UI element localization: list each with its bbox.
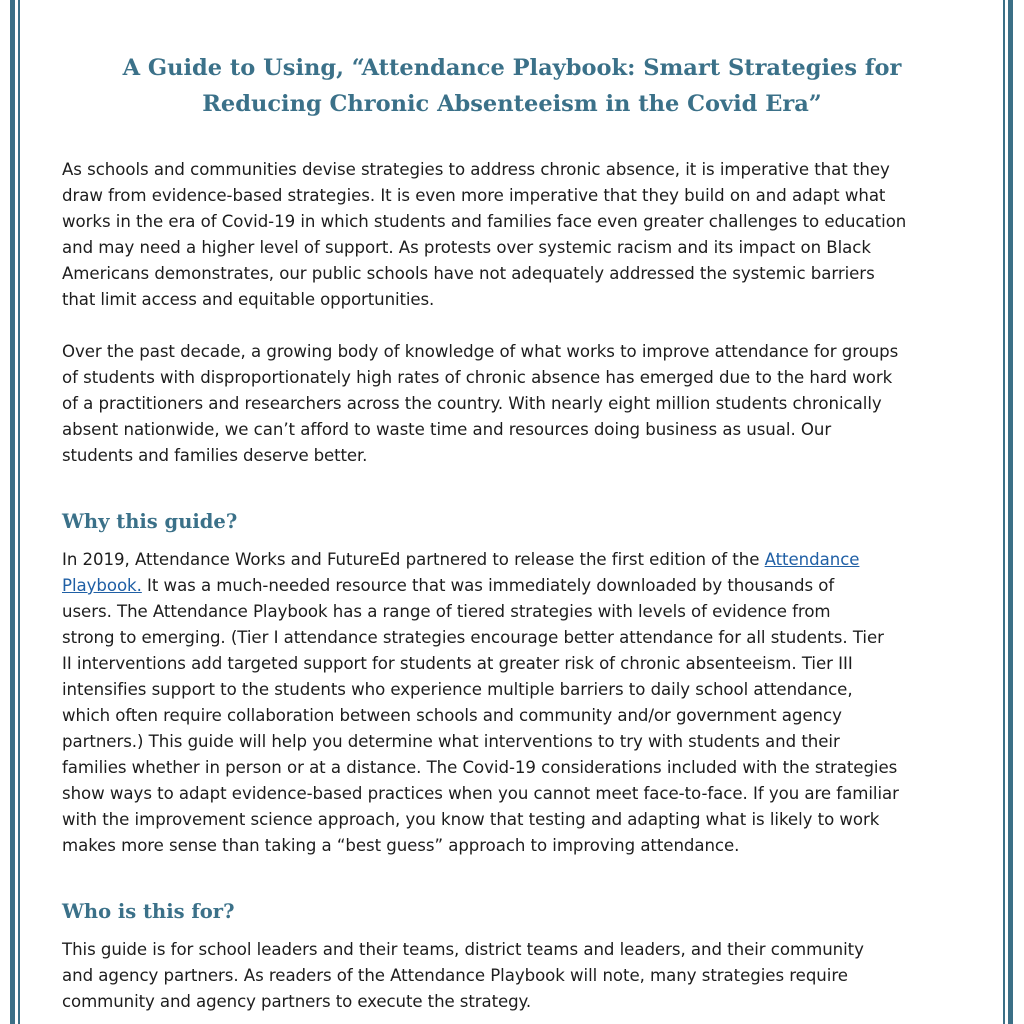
paragraph-line [62,547,972,573]
title-line: Reducing Chronic Absenteeism in the Covid Era” [202,91,822,117]
paragraph-line: works in the era of Covid-19 in which students and families face even greater challenges to education [62,212,907,231]
paragraph-line: and may need a higher level of support. As protests over systemic racism and its impact on Black [62,238,871,257]
document-title [60,50,964,122]
paragraph-line [62,573,972,599]
paragraph-line: show ways to adapt evidence-based practices when you cannot meet face-to-face. If you are familiar [62,784,899,803]
paragraph-line: with the improvement science approach, you know that testing and adapting what is likely to work [62,810,880,829]
who-paragraph [62,937,972,1015]
paragraph-line: community and agency partners to execute the strategy. [62,992,532,1011]
paragraph-line: partners.) This guide will help you determine what interventions to try with students and their [62,732,840,751]
paragraph-line: families whether in person or at a distance. The Covid-19 considerations included with the strategies [62,758,898,777]
title-line: A Guide to Using, “Attendance Playbook: Smart Strategies for [122,55,902,81]
paragraph-line: This guide is for school leaders and their teams, district teams and leaders, and their community [62,940,864,959]
paragraph-line: of students with disproportionately high rates of chronic absence has emerged due to the hard work [62,368,893,387]
paragraph-line: absent nationwide, we can’t afford to waste time and resources doing business as usual. Our [62,420,832,439]
paragraph-line: Americans demonstrates, our public schools have not adequately addressed the systemic barriers [62,264,875,283]
page-border-right-outer [1008,0,1013,1024]
paragraph-line: draw from evidence-based strategies. It is even more imperative that they build on and adapt what [62,186,886,205]
paragraph-line: makes more sense than taking a “best guess” approach to improving attendance. [62,836,740,855]
paragraph-line: that limit access and equitable opportunities. [62,290,435,309]
attendance-playbook-link-continued[interactable]: Playbook. [62,576,142,595]
who-is-this-for-heading: Who is this for? [62,900,235,923]
page-border-left-inner [18,0,20,1024]
paragraph-line: users. The Attendance Playbook has a range of tiered strategies with levels of evidence from [62,602,831,621]
paragraph-line: intensifies support to the students who experience multiple barriers to daily school attendance, [62,680,853,699]
paragraph-line: As schools and communities devise strategies to address chronic absence, it is imperative that they [62,160,890,179]
paragraph-text: It was a much-needed resource that was immediately downloaded by thousands of [141,576,835,595]
why-this-guide-heading: Why this guide? [62,510,238,533]
paragraph-line: which often require collaboration between schools and community and/or government agency [62,706,842,725]
attendance-playbook-link[interactable]: Attendance [764,550,860,569]
page-border-left-outer [10,0,15,1024]
intro-paragraph-1 [62,157,972,313]
why-paragraph [62,547,972,859]
paragraph-line: II interventions add targeted support for students at greater risk of chronic absenteeism. Tier III [62,654,853,673]
paragraph-line: Over the past decade, a growing body of knowledge of what works to improve attendance for groups [62,342,899,361]
paragraph-line: of a practitioners and researchers across the country. With nearly eight million students chronically [62,394,882,413]
paragraph-line: students and families deserve better. [62,446,368,465]
page-border-right-inner [1003,0,1005,1024]
paragraph-text: In 2019, Attendance Works and FutureEd partnered to release the first edition of the [62,550,765,569]
paragraph-line: strong to emerging. (Tier I attendance strategies encourage better attendance for all students. Tier [62,628,884,647]
intro-paragraph-2 [62,339,972,469]
paragraph-line: and agency partners. As readers of the Attendance Playbook will note, many strategies require [62,966,848,985]
